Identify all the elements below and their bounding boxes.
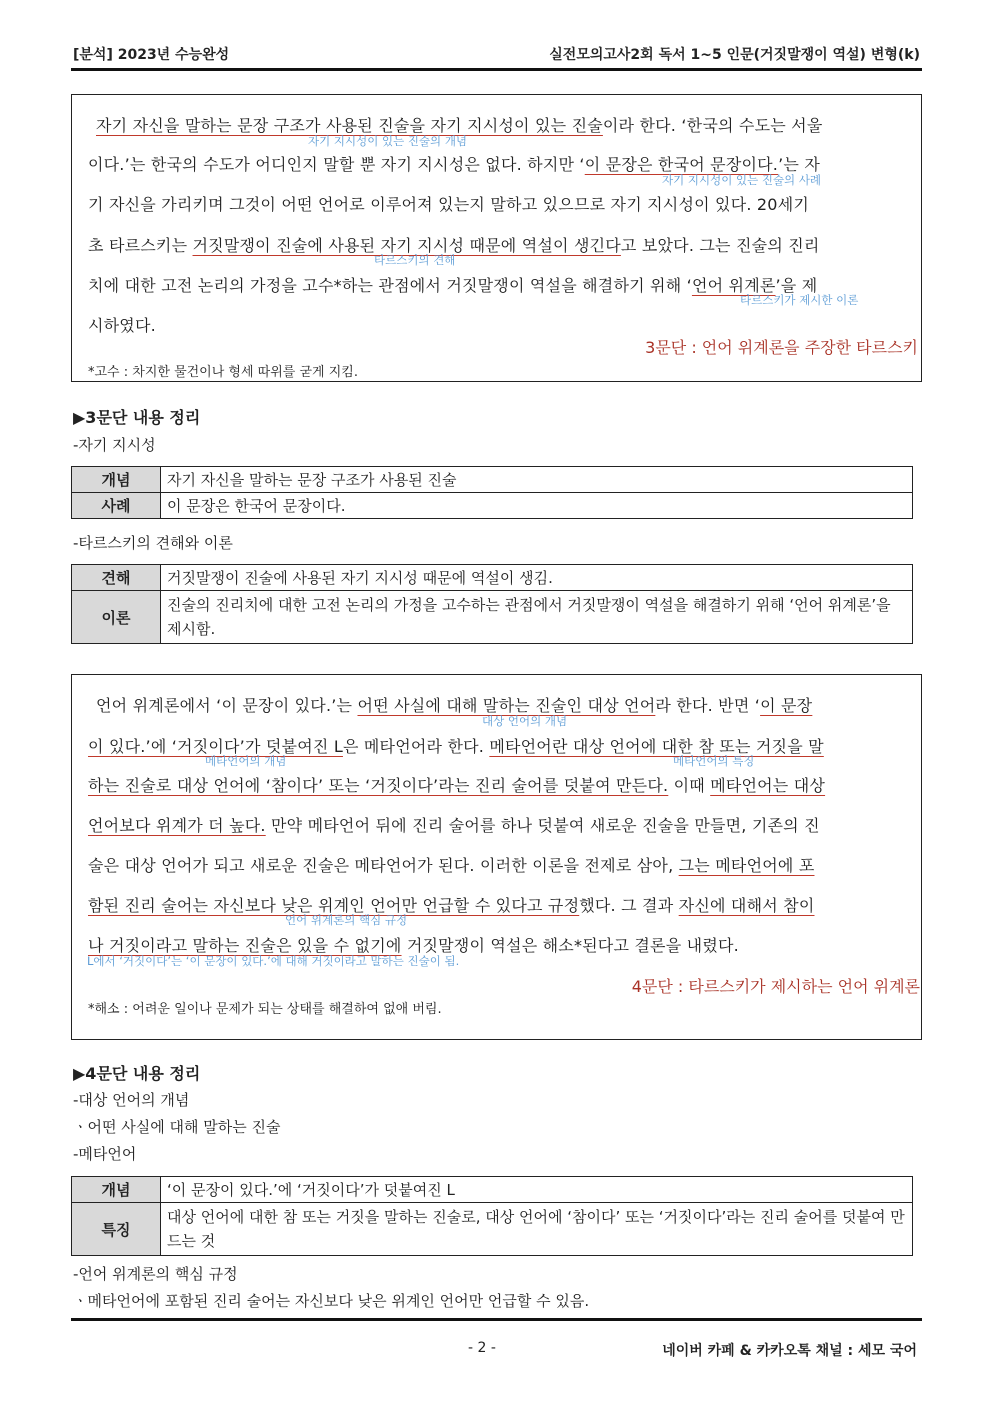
header-right: 실전모의고사2회 독서 1~5 인문(거짓말쟁이 역설) 변형(k) [549, 47, 920, 63]
p3-line-2: 이다.’는 한국의 수도가 어디인지 말할 뿐 자기 지시성은 없다. 하지만 ‘이 문장은 한국어 문장이다.’는 자 [88, 155, 820, 174]
section-3-sub-2: -타르스키의 견해와 이론 [73, 534, 233, 552]
p4-annotation-2a: 메타언어의 개념 [205, 754, 287, 768]
table-row [72, 1177, 913, 1203]
table-row [72, 1203, 913, 1256]
table-key: 견해 [72, 565, 161, 591]
section-4-sub-3-detail: ㆍ메타언어에 포함된 진리 술어는 자신보다 낮은 위계인 언어만 언급할 수 있음. [73, 1292, 590, 1310]
p3-line-6: 시하였다. [88, 316, 156, 335]
p4-annotation-1: 대상 언어의 개념 [482, 714, 568, 728]
p4-line-2: 이 있다.’에 ‘거짓이다’가 덧붙여진 L은 메타언어라 한다. 메타언어란 대상 언어에 대한 참 또는 거짓을 말 [88, 737, 824, 756]
p4-line-1: 언어 위계론에서 ‘이 문장이 있다.’는 어떤 사실에 대해 말하는 진술인 대상 언어라 한다. 반면 ‘이 문장 [96, 696, 813, 715]
table-row [72, 591, 913, 644]
p3-line-5: 치에 대한 고전 논리의 가정을 고수*하는 관점에서 거짓말쟁이 역설을 해결하기 위해 ‘언어 위계론’을 제 [88, 276, 818, 295]
table-value: ‘이 문장이 있다.’에 ‘거짓이다’가 덧붙여진 L [161, 1177, 913, 1203]
p4-footnote: *해소 : 어려운 일이나 문제가 되는 상태를 해결하여 없애 버림. [88, 1002, 442, 1017]
table-row [72, 493, 913, 519]
table-value: 자기 자신을 말하는 문장 구조가 사용된 진술 [161, 467, 913, 493]
table-row [72, 467, 913, 493]
section-4-sub-1: -대상 언어의 개념 [73, 1091, 190, 1109]
tarski-view-table [71, 564, 913, 644]
section-4-sub-2: -메타언어 [73, 1145, 137, 1163]
p3-line-3: 기 자신을 가리키며 그것이 어떤 언어로 이루어져 있는지 말하고 있으므로 자기 지시성이 있다. 20세기 [88, 195, 810, 214]
p3-line-4: 초 타르스키는 거짓말쟁이 진술에 사용된 자기 지시성 때문에 역설이 생긴다고 보았다. 그는 진술의 진리 [88, 236, 820, 255]
table-value: 대상 언어에 대한 참 또는 거짓을 말하는 진술로, 대상 언어에 ‘참이다’ 또는 ‘거짓이다’라는 진리 술어를 덧붙여 만드는 것 [161, 1203, 913, 1256]
p3-annotation-2: 자기 지시성이 있는 진술의 사례 [662, 173, 822, 187]
table-key: 사례 [72, 493, 161, 519]
section-4-title: ▶4문단 내용 정리 [73, 1064, 201, 1083]
page-number: - 2 - [468, 1340, 496, 1356]
table-key: 이론 [72, 591, 161, 644]
section-4-sub-3: -언어 위계론의 핵심 규정 [73, 1265, 238, 1283]
header-left: [분석] 2023년 수능완성 [73, 47, 230, 63]
footer-rule [71, 1318, 922, 1321]
p4-line-6: 함된 진리 술어는 자신보다 낮은 위계인 언어만 언급할 수 있다고 규정했다. 그 결과 자신에 대해서 참이 [88, 896, 815, 915]
p3-annotation-1: 자기 지시성이 있는 진술의 개념 [308, 134, 468, 148]
section-3-sub-1: -자기 지시성 [73, 436, 156, 454]
p4-line-7: 나 거짓이라고 말하는 진술은 있을 수 없기에 거짓말쟁이 역설은 해소*된다고 결론을 내렸다. [88, 936, 739, 955]
p4-annotation-2b: 메타언어의 특징 [673, 754, 755, 768]
table-value: 진술의 진리치에 대한 고전 논리의 가정을 고수하는 관점에서 거짓말쟁이 역설을 해결하기 위해 ‘언어 위계론’을 제시함. [161, 591, 913, 644]
p4-line-3: 하는 진술로 대상 언어에 ‘참이다’ 또는 ‘거짓이다’라는 진리 술어를 덧붙여 만든다. 이때 메타언어는 대상 [88, 776, 826, 795]
table-value: 이 문장은 한국어 문장이다. [161, 493, 913, 519]
p3-line-1: 자기 자신을 말하는 문장 구조가 사용된 진술을 자기 지시성이 있는 진술이라 한다. ‘한국의 수도는 서울 [96, 116, 823, 135]
p4-line-4: 언어보다 위계가 더 높다. 만약 메타언어 뒤에 진리 술어를 하나 덧붙여 새로운 진술을 만들면, 기존의 진 [88, 816, 820, 835]
table-row [72, 565, 913, 591]
p3-annotation-4: 타르스키의 견해 [374, 253, 456, 267]
p3-footnote: *고수 : 차지한 물건이나 형세 따위를 굳게 지킴. [88, 365, 358, 380]
p4-conclusion: 4문단 : 타르스키가 제시하는 언어 위계론 [631, 977, 920, 996]
p3-conclusion: 3문단 : 언어 위계론을 주장한 타르스키 [645, 338, 918, 357]
table-value: 거짓말쟁이 진술에 사용된 자기 지시성 때문에 역설이 생김. [161, 565, 913, 591]
header-rule [71, 68, 922, 71]
p4-annotation-7: L에서 ‘거짓이다’는 ‘이 문장이 있다.’에 대해 거짓이라고 말하는 진술이 됨. [87, 954, 460, 968]
section-3-title: ▶3문단 내용 정리 [73, 408, 201, 427]
table-key: 개념 [72, 467, 161, 493]
p4-line-5: 술은 대상 언어가 되고 새로운 진술은 메타언어가 된다. 이러한 이론을 전제로 삼아, 그는 메타언어에 포 [88, 856, 815, 875]
p4-annotation-6: 언어 위계론의 핵심 규정 [285, 913, 408, 927]
footer-channel: 네이버 카페 & 카카오톡 채널 : 세모 국어 [662, 1343, 917, 1359]
self-reference-table [71, 466, 913, 519]
metalanguage-table [71, 1176, 913, 1256]
table-key: 개념 [72, 1177, 161, 1203]
table-key: 특징 [72, 1203, 161, 1256]
section-4-sub-1-detail: ㆍ어떤 사실에 대해 말하는 진술 [73, 1118, 281, 1136]
p3-annotation-5: 타르스키가 제시한 이론 [740, 293, 859, 307]
